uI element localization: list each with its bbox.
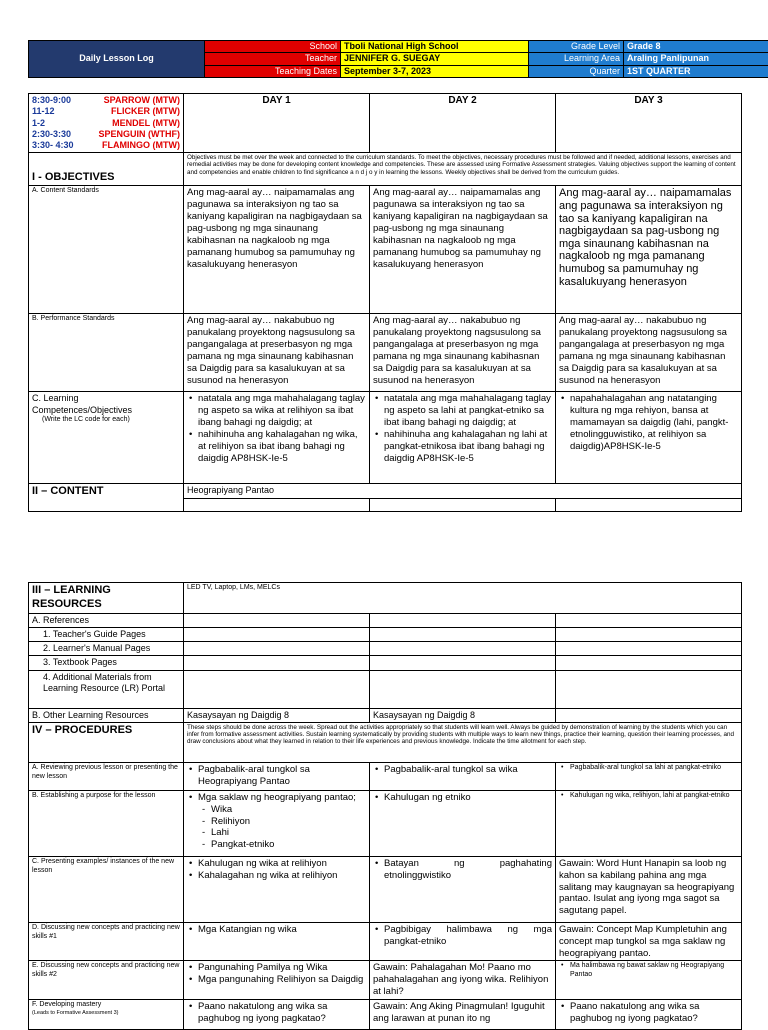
step-b-day-3[interactable] (556, 790, 742, 856)
list-item: • Pagbabalik-aral tungkol sa Heograpiyang Pantao (198, 764, 366, 788)
list-item: • Mga pangunahing Relihiyon sa Daigdig (198, 974, 366, 986)
references-label: A. References (29, 613, 184, 627)
area-value[interactable]: Araling Panlipunan (624, 53, 768, 65)
list-item: • natatala ang mga mahahalagang taglay ng aspeto sa lahi at pangkat-etniko sa ibat ibang bahagi ng daigdig; at (384, 393, 552, 429)
header-table (28, 40, 768, 78)
content-standards-day-1[interactable]: Ang mag-aaral ay… naipamamalas ang pagunawa sa interaksiyon ng tao sa kaniyang kapaligiran na nagbigaydaan sa pag-usbong ng mga sinaunang kabihasnan na nagkaloob ng mga pamanang humubog sa pamumuhay ng kasalukuyang henerasyon (184, 186, 370, 314)
step-c-label: C. Presenting examples/ instances of the new lesson (29, 856, 184, 922)
tb-day-3[interactable] (556, 656, 742, 670)
list-item: • Paano nakatulong ang wika sa paghubog ng iyong pagkatao? (198, 1001, 366, 1025)
list-item: - Relihiyon (211, 816, 366, 828)
school-value[interactable]: Tboli National High School (341, 41, 529, 53)
list-item: • Ma halimbawa ng bawat saklaw ng Heograpiyang Pantao (570, 962, 738, 980)
area-label: Learning Area (529, 53, 624, 65)
step-d-day-1[interactable] (184, 922, 370, 961)
learning-competences-day-2[interactable] (370, 392, 556, 484)
grade-label: Grade Level (529, 41, 624, 53)
references-day-2[interactable] (370, 613, 556, 627)
learning-competences-day-1[interactable] (184, 392, 370, 484)
list-item: • Batayan ng paghahating etnolinggwistiko (384, 858, 552, 882)
quarter-value[interactable]: 1ST QUARTER (624, 65, 768, 77)
list-item: • Pangunahing Pamilya ng Wika (198, 962, 366, 974)
references-day-3[interactable] (556, 613, 742, 627)
list-item: • nahihinuha ang kahalagahan ng lahi at pangkat-etnikosa ibat ibang bahagi ng daigdig AP8HSK-Ie-5 (384, 429, 552, 465)
learning-competences-label: C. Learning Competences/Objectives (Write the LC code for each) (29, 392, 184, 484)
content-standards-label: A. Content Standards (29, 186, 184, 314)
content-heading: II – CONTENT (29, 484, 184, 511)
list-item: • Mga saklaw ng heograpiyang pantao; (198, 792, 366, 804)
step-c-day-3[interactable]: Gawain: Word Hunt Hanapin sa loob ng kahon sa kabilang pahina ang mga salitang may kaugnayan sa heograpiyang pantao. Isulat ang iyong mga sagot sa sagutang papel. (556, 856, 742, 922)
references-day-1[interactable] (184, 613, 370, 627)
quarter-label: Quarter (529, 65, 624, 77)
schedule-row: 11-12 FLICKER (MTW) (32, 106, 180, 117)
schedule-row: 2:30-3:30 SPENGUIN (WTHF) (32, 129, 180, 140)
day-3-header: DAY 3 (556, 94, 742, 153)
step-a-day-3[interactable] (556, 762, 742, 790)
textbook-label: 3. Textbook Pages (29, 656, 184, 670)
performance-standards-day-3[interactable]: Ang mag-aaral ay… nakabubuo ng panukalang proyektong nagsusulong sa pangangalaga at preserbasyon ng mga pamana ng mga sinaunang kabihasnan sa Daigdig para sa kasalukuyan at sa susunod na henerasyon (556, 314, 742, 392)
content-day-1[interactable] (184, 498, 370, 511)
other-resources-label: B. Other Learning Resources (29, 708, 184, 722)
tg-day-3[interactable] (556, 627, 742, 641)
resources-procedures-table (28, 582, 742, 1030)
teacher-label: Teacher (205, 53, 341, 65)
list-item: • nahihinuha ang kahalagahan ng wika, at relihiyon sa ibat ibang bahagi ng daigdig AP8HSK-Ie-5 (198, 429, 366, 465)
day-2-header: DAY 2 (370, 94, 556, 153)
step-d-day-2[interactable] (370, 922, 556, 961)
step-e-day-1[interactable] (184, 961, 370, 1000)
other-resources-day-2[interactable]: Kasaysayan ng Daigdig 8 (370, 708, 556, 722)
teacher-value[interactable]: JENNIFER G. SUEGAY (341, 53, 529, 65)
procedures-heading: IV – PROCEDURES (29, 722, 184, 762)
tb-day-1[interactable] (184, 656, 370, 670)
objectives-heading: I - OBJECTIVES (29, 153, 184, 186)
list-item: • Kahulugan ng etniko (384, 792, 552, 804)
step-f-day-3[interactable] (556, 1000, 742, 1030)
step-e-day-2[interactable]: Gawain: Pahalagahan Mo! Paano mo pahahalagahan ang iyong wika. Relihiyon at lahi? (370, 961, 556, 1000)
step-b-day-1[interactable] (184, 790, 370, 856)
step-f-day-2[interactable]: Gawain: Ang Aking Pinagmulan! Iguguhit ang larawan at punan ito ng (370, 1000, 556, 1030)
lm-day-1[interactable] (184, 642, 370, 656)
content-value[interactable]: Heograpiyang Pantao (184, 484, 742, 498)
list-item: • Pagbibigay halimbawa ng mga pangkat-etniko (384, 924, 552, 948)
am-day-2[interactable] (370, 670, 556, 708)
content-day-3[interactable] (556, 498, 742, 511)
other-resources-day-3[interactable] (556, 708, 742, 722)
learners-manual-label: 2. Learner's Manual Pages (29, 642, 184, 656)
step-a-day-2[interactable] (370, 762, 556, 790)
step-d-label: D. Discussing new concepts and practicing new skills #1 (29, 922, 184, 961)
school-label: School (205, 41, 341, 53)
step-c-day-2[interactable] (370, 856, 556, 922)
list-item: • napahahalagahan ang natatanging kultura ng mga rehiyon, bansa at mamamayan sa daigdig (lahi, pangkt- etnolingguwistiko, at relihiyon sa daigdig)AP8HSK-Ie-5 (570, 393, 738, 452)
additional-materials-label: 4. Additional Materials from Learning Resource (LR) Portal (29, 670, 184, 708)
schedule-row: 3:30- 4:30 FLAMINGO (MTW) (32, 140, 180, 151)
tg-day-1[interactable] (184, 627, 370, 641)
lm-day-2[interactable] (370, 642, 556, 656)
teachers-guide-label: 1. Teacher's Guide Pages (29, 627, 184, 641)
tb-day-2[interactable] (370, 656, 556, 670)
procedures-note: These steps should be done across the week. Spread out the activities appropriately so that students will learn well. Always be guided by demonstration of learning by the students which you can infer from formative assessment activities. Sustain learning systematically by providing students with multiple ways to learn new things, practice their learning, question their learning processes, and draw conclusions about what they learned in relation to their life experiences and previous knowledge. Indicate the time allotment for each step. (184, 722, 742, 762)
schedule-row: 1-2 MENDEL (MTW) (32, 118, 180, 129)
list-item: • Kahulugan ng wika at relihiyon (198, 858, 366, 870)
resources-heading: III – LEARNING RESOURCES (29, 583, 184, 614)
step-e-label: E. Discussing new concepts and practicing new skills #2 (29, 961, 184, 1000)
list-item: - Pangkat-etniko (211, 839, 366, 851)
schedule-cell (29, 94, 184, 153)
list-item: • Paano nakatulong ang wika sa paghubog ng iyong pagkatao? (570, 1001, 738, 1025)
content-standards-day-3[interactable]: Ang mag-aaral ay… naipamamalas ang pagunawa sa interaksiyon ng tao sa kaniyang kapaligiran na nagbigaydaan sa pag-usbong ng mga sinaunang kabihasnan na nagkaloob ng mga pamanang humubog sa pamumuhay ng kasalukuyang henerasyon (556, 186, 742, 314)
list-item: • Kahulugan ng wika, relihiyon, lahi at pangkat-etniko (570, 792, 738, 801)
list-item: • Mga Katangian ng wika (198, 924, 366, 936)
step-f-day-1[interactable] (184, 1000, 370, 1030)
content-standards-day-2[interactable]: Ang mag-aaral ay… naipamamalas ang pagunawa sa interaksiyon ng tao sa kaniyang kapaligiran na nagbigaydaan sa pag-usbong ng mga sinaunang kabihasnan na nagkaloob ng mga pamanang humubog sa pamumuhay ng kasalukuyang henerasyon (370, 186, 556, 314)
dates-value[interactable]: September 3-7, 2023 (341, 65, 529, 77)
day-1-header: DAY 1 (184, 94, 370, 153)
lm-day-3[interactable] (556, 642, 742, 656)
learning-competences-day-3[interactable] (556, 392, 742, 484)
step-f-label: F. Developing mastery (Leads to Formative Assessment 3) (29, 1000, 184, 1030)
schedule-row: 8:30-9:00 SPARROW (MTW) (32, 95, 180, 106)
objectives-note: Objectives must be met over the week and connected to the curriculum standards. To meet the objectives, necessary procedures must be followed and if needed, additional lessons, exercises and remedial activities may be done for developing content knowledge and competencies. These are assessed using Formative Assessment strategies. Valuing objectives support the learning of content and competencies and enable children to find significance a n d j o y in learning the lessons. Weekly objectives shall be derived from the curriculum guides. (184, 153, 742, 186)
step-d-day-3[interactable]: Gawain: Concept Map Kumpletuhin ang concept map tungkol sa mga saklaw ng heograpiyang pantao. (556, 922, 742, 961)
list-item: - Lahi (211, 827, 366, 839)
dates-label: Teaching Dates (205, 65, 341, 77)
resources-value[interactable]: LED TV, Laptop, LMs, MELCs (184, 583, 742, 614)
tg-day-2[interactable] (370, 627, 556, 641)
objectives-table (28, 93, 742, 512)
document-title: Daily Lesson Log (29, 41, 205, 78)
list-item: • Pagbabalik-aral tungkol sa lahi at pangkat-etniko (570, 764, 738, 773)
step-b-day-2[interactable] (370, 790, 556, 856)
list-item: - Wika (211, 804, 366, 816)
am-day-1[interactable] (184, 670, 370, 708)
step-c-day-1[interactable] (184, 856, 370, 922)
step-a-label: A. Reviewing previous lesson or presenting the new lesson (29, 762, 184, 790)
other-resources-day-1[interactable]: Kasaysayan ng Daigdig 8 (184, 708, 370, 722)
step-a-day-1[interactable] (184, 762, 370, 790)
performance-standards-label: B. Performance Standards (29, 314, 184, 392)
step-e-day-3[interactable] (556, 961, 742, 1000)
content-day-2[interactable] (370, 498, 556, 511)
list-item: • Kahalagahan ng wika at relihiyon (198, 870, 366, 882)
performance-standards-day-1[interactable]: Ang mag-aaral ay… nakabubuo ng panukalang proyektong nagsusulong sa pangangalaga at preserbasyon ng mga pamana ng mga sinaunang kabihasnan sa Daigdig para sa kasalukuyan at sa susunod na henerasyon (184, 314, 370, 392)
step-b-label: B. Establishing a purpose for the lesson (29, 790, 184, 856)
list-item: • natatala ang mga mahahalagang taglay ng aspeto sa wika at relihiyon sa ibat ibang bahagi ng daigdig; at (198, 393, 366, 429)
am-day-3[interactable] (556, 670, 742, 708)
performance-standards-day-2[interactable]: Ang mag-aaral ay… nakabubuo ng panukalang proyektong nagsusulong sa pangangalaga at preserbasyon ng mga pamana ng mga sinaunang kabihasnan sa Daigdig para sa kasalukuyan at sa susunod na henerasyon (370, 314, 556, 392)
grade-value[interactable]: Grade 8 (624, 41, 768, 53)
list-item: • Pagbabalik-aral tungkol sa wika (384, 764, 552, 776)
